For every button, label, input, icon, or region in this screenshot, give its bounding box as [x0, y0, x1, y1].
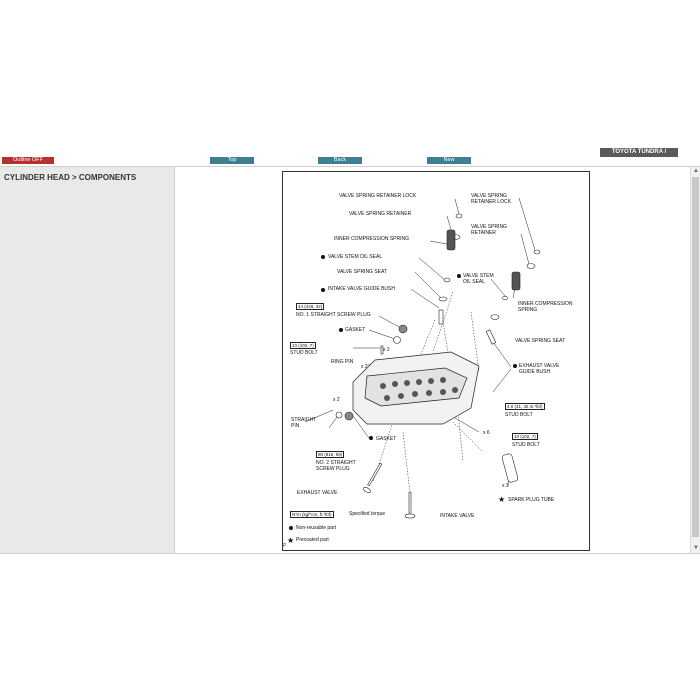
- label-exhaust-valve: EXHAUST VALVE: [297, 490, 338, 496]
- vertical-scrollbar[interactable]: [690, 167, 700, 553]
- scroll-down-icon[interactable]: ▼: [693, 545, 699, 551]
- torque-box-plug2: 80 (816, 59): [318, 452, 343, 457]
- label-retainer: VALVE SPRING RETAINER: [349, 211, 412, 217]
- back-button[interactable]: Back: [318, 157, 362, 164]
- label-inner-spring-right: INNER COMPRESSION SPRING: [518, 301, 573, 313]
- label-retainer-lock-right: VALVE SPRING RETAINER LOCK: [471, 193, 511, 205]
- page-marker: P: [283, 543, 287, 549]
- svg-text:★: ★: [287, 536, 295, 545]
- page-title: CYLINDER HEAD > COMPONENTS: [4, 173, 137, 182]
- label-stud-bolt-left: STUD BOLT: [290, 350, 318, 356]
- label-spring-seat: VALVE SPRING SEAT: [337, 269, 388, 275]
- label-intake-valve: INTAKE VALVE: [440, 513, 475, 519]
- scroll-thumb[interactable]: [692, 177, 699, 537]
- components-diagram: [282, 171, 590, 551]
- label-ring-pin: RING PIN: [331, 359, 354, 365]
- outline-pane: [0, 167, 175, 553]
- scroll-up-icon[interactable]: ▲: [693, 168, 699, 174]
- label-stud-bolt-right: STUD BOLT: [505, 412, 533, 418]
- label-retainer-lock: VALVE SPRING RETAINER LOCK: [339, 193, 417, 199]
- label-x6: x 6: [483, 430, 490, 436]
- label-stud-bolt-lower: STUD BOLT: [512, 442, 540, 448]
- label-plug1: NO. 1 STRAIGHT SCREW PLUG: [296, 312, 371, 318]
- label-stem-seal: VALVE STEM OIL SEAL: [328, 254, 383, 260]
- label-retainer-right: VALVE SPRING RETAINER: [471, 224, 507, 236]
- torque-legend-box: N*m (kgf*cm, ft.*lbf): [292, 512, 332, 517]
- torque-box-stud-lower: 10 (102, 7): [514, 434, 536, 439]
- svg-text:★: ★: [498, 495, 506, 504]
- label-x2-c: x 2: [333, 397, 340, 403]
- new-button[interactable]: New: [427, 157, 471, 164]
- bottom-divider: [0, 553, 700, 554]
- label-straight-pin: STRAIGHT PIN: [291, 417, 317, 429]
- label-intake-bush: INTAKE VALVE GUIDE BUSH: [328, 286, 395, 292]
- label-exhaust-bush: EXHAUST VALVE GUIDE BUSH: [519, 363, 560, 375]
- label-stem-seal-right: VALVE STEM OIL SEAL: [463, 273, 494, 285]
- label-gasket-top: GASKET: [345, 327, 366, 333]
- torque-box-stud-left: 10 (102, 7): [292, 343, 314, 348]
- label-inner-spring: INNER COMPRESSION SPRING: [334, 236, 410, 242]
- label-gasket-bottom: GASKET: [376, 436, 397, 442]
- label-x3: x 3: [502, 483, 509, 489]
- vehicle-badge: TOYOTA TUNDRA /: [600, 148, 678, 157]
- legend-nonreusable-text: Non-reusable part: [296, 525, 337, 531]
- legend-torque-text: Specified torque: [349, 511, 386, 517]
- torque-box-stud-right: 4.0 (41, 35 in.*lbf): [507, 404, 543, 409]
- torque-box-plug1: 44 (449, 32): [298, 304, 323, 309]
- legend-precoated-text: Precoated part: [296, 537, 329, 543]
- top-button[interactable]: Top: [210, 157, 254, 164]
- label-plug2: NO. 2 STRAIGHT SCREW PLUG: [316, 460, 356, 472]
- label-x2-b: x 2: [361, 364, 368, 370]
- label-spark-tube: SPARK PLUG TUBE: [508, 497, 555, 503]
- label-spring-seat-right: VALVE SPRING SEAT: [515, 338, 566, 344]
- label-x2-a: x 2: [383, 347, 390, 353]
- outline-toggle-button[interactable]: Outline OFF: [2, 157, 54, 164]
